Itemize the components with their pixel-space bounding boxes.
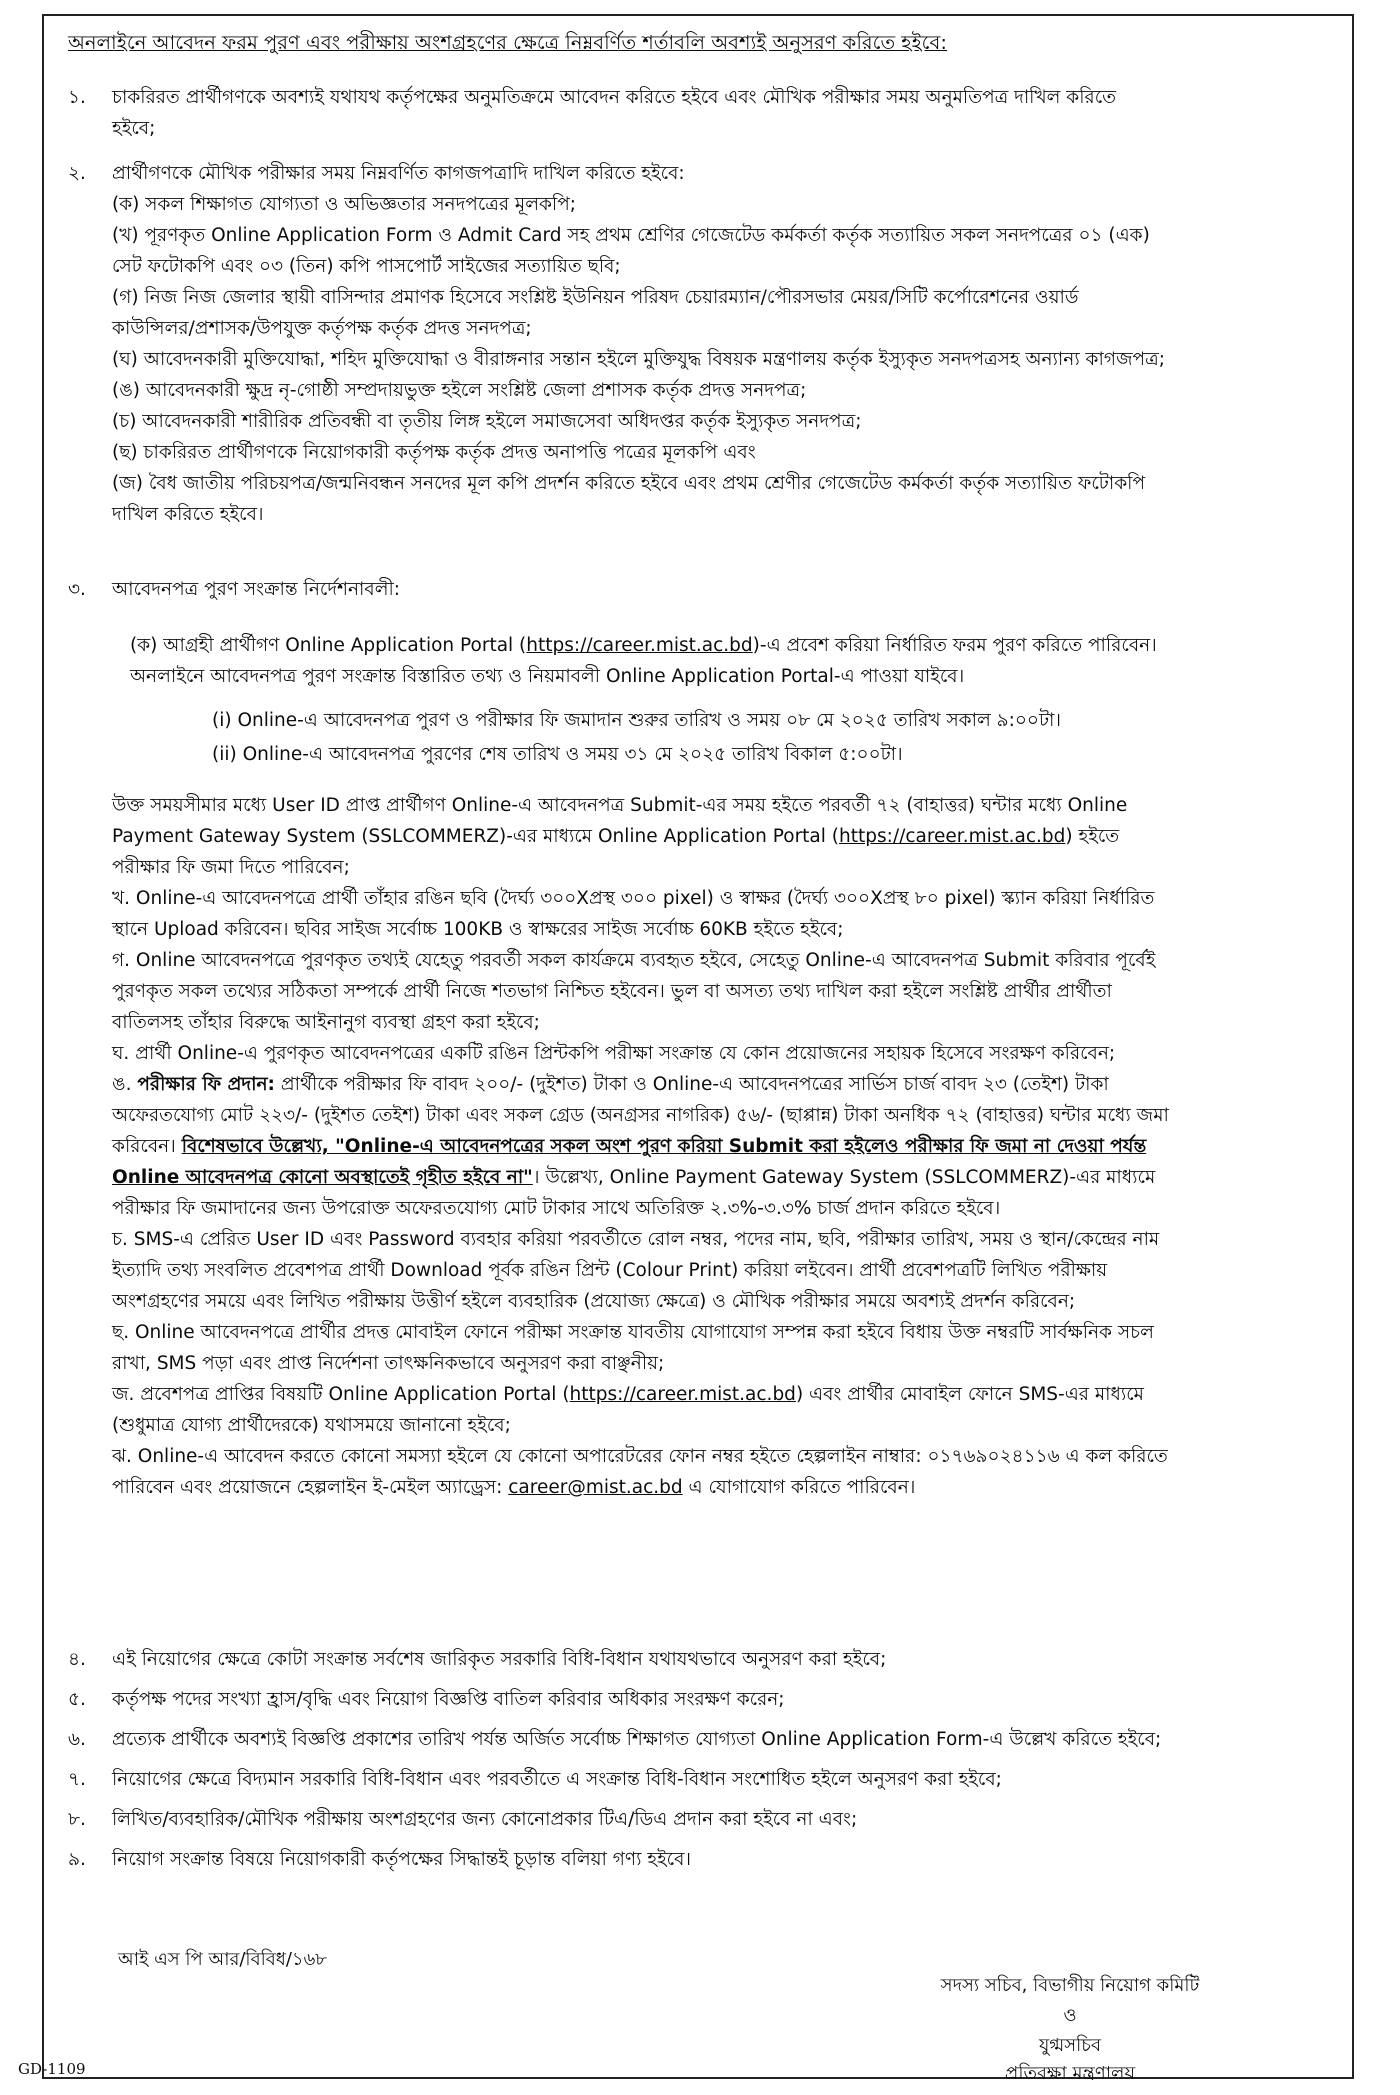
item-text: প্রার্থীগণকে মৌখিক পরীক্ষার সময় নিম্নবর্ণিত কাগজপত্রাদি দাখিল করিতে হইবে: [112, 163, 685, 184]
item-text: লিখিত/ব্যবহারিক/মৌখিক পরীক্ষায় অংশগ্রহণের জন্য কোনোপ্রকার টিএ/ডিএ প্রদান করা হইবে না এবং; [112, 1809, 858, 1830]
date-list [212, 704, 1372, 772]
item-text: ঝ. Online-এ আবেদন করতে কোনো সমস্যা হইলে যে কোনো অপারেটরের ফোন নম্বর হইতে হেল্পলাইন নাম্বার: ০১৭৬৯০২৪১১৬ এ কল করিতে [112, 1446, 1168, 1467]
item-text: চাকরিরত প্রার্থীগণকে অবশ্যই যথাযথ কর্তৃপক্ষের অনুমতিক্রমে আবেদন করিতে হইবে এবং মৌখিক পরীক্ষার সময় অনুমতিপত্র দাখিল করিতে [112, 87, 1117, 108]
item-text: অফেরতযোগ্য মোট ২২৩/- (দুইশত তেইশ) টাকা এবং সকল গ্রেড (অনগ্রসর নাগরিক) ৫৬/- (ছাপ্পান্ন) টাকা অনধিক ৭২ (বাহাত্তর) ঘন্টার মধ্যে জমা [112, 1105, 1169, 1126]
item-text [112, 1131, 1146, 1162]
item-text: নিয়োগ সংক্রান্ত বিষয়ে নিয়োগকারী কর্তৃপক্ষের সিদ্ধান্তই চূড়ান্ত বলিয়া গণ্য হইবে। [112, 1849, 692, 1870]
item-text: পরীক্ষার ফি জমাদানের জন্য উপরোক্ত অফেরতযোগ্য মোট টাকার সাথে অতিরিক্ত ২.৩%-৩.৩% চার্জ প্রদান করিতে হইবে। [112, 1198, 1001, 1219]
signature-line-4: প্রতিরক্ষা মন্ত্রণালয় [1004, 2063, 1136, 2084]
item-text: (গ) নিজ নিজ জেলার স্থায়ী বাসিন্দার প্রমাণক হিসেবে সংশ্লিষ্ট ইউনিয়ন পরিষদ চেয়ারম্যান/পৌরসভার মেয়র/সিটি কর্পোরেশনের ওয়ার্ড [112, 287, 1079, 308]
text-run: ) এবং প্রার্থীর মোবাইল ফোনে SMS-এর মাধ্যমে [795, 1384, 1144, 1405]
helpline-email-link[interactable]: career@mist.ac.bd [508, 1477, 683, 1498]
text-run: করিবেন। [112, 1136, 182, 1157]
item-number: ৩. [68, 579, 86, 600]
item-text: পরীক্ষার ফি জমা দিতে পারিবেন; [112, 857, 350, 878]
item-text: গ. Online আবেদনপত্রে পুরণকৃত তথ্যই যেহেতু পরবর্তী সকল কার্যক্রমে ব্যবহৃত হইবে, সেহেতু Online-এ আবেদনপত্র Submit করিবার পূর্বেই [112, 950, 1156, 971]
item-text: কাউন্সিলর/প্রশাসক/উপযুক্ত কর্তৃপক্ষ কর্তৃক প্রদত্ত সনদপত্র; [112, 318, 532, 339]
item-text: দাখিল করিতে হইবে। [112, 504, 264, 525]
item-number: ১. [68, 87, 86, 108]
text-run: জ. প্রবেশপত্র প্রাপ্তির বিষয়টি Online Application Portal ( [112, 1384, 570, 1405]
item-text: কর্তৃপক্ষ পদের সংখ্যা হ্রাস/বৃদ্ধি এবং নিয়োগ বিজ্ঞপ্তি বাতিল করিবার অধিকার সংরক্ষণ করেন; [112, 1689, 785, 1710]
item-number: ৭. [68, 1769, 86, 1790]
section-title: আবেদনপত্র পুরণ সংক্রান্ত নির্দেশনাবলী: [112, 579, 400, 600]
end-date-text: (ii) Online-এ আবেদনপত্র পুরণের শেষ তারিখ ও সময় ৩১ মে ২০২৫ তারিখ বিকাল ৫:০০টা। [212, 744, 903, 765]
text-run: Online আবেদনপত্র কোনো অবস্থাতেই গৃহীত হইবে না" [112, 1167, 533, 1188]
signature-line-3: যুগ্মসচিব [1038, 2035, 1102, 2056]
text-run: )-এ প্রবেশ করিয়া নির্ধারিত ফরম পুরণ করিতে পারিবেন। [752, 635, 1157, 656]
item-text: এই নিয়োগের ক্ষেত্রে কোটা সংক্রান্ত সর্বশেষ জারিকৃত সরকারি বিধি-বিধান যথাযথভাবে অনুসরণ করা হইবে; [112, 1649, 887, 1670]
item-text: পুরণকৃত সকল তথ্যের সঠিকতা সম্পর্কে প্রার্থী নিজে শতভাগ নিশ্চিত হইবেন। ভুল বা অসত্য তথ্য দাখিল করা হইলে সংশ্লিষ্ট প্রার্থীর প্রার্থীতা [112, 981, 1112, 1002]
text-run: পারিবেন এবং প্রয়োজনে হেল্পলাইন ই-মেইল অ্যাড্রেস: [112, 1477, 509, 1498]
portal-link[interactable]: https://career.mist.ac.bd [839, 826, 1066, 847]
item-text: খ. Online-এ আবেদনপত্রে প্রার্থী তাঁহার রঙিন ছবি (দৈর্ঘ্য ৩০০Xপ্রস্থ ৩০০ pixel) ও স্বাক্ষর (দৈর্ঘ্য ৩০০Xপ্রস্থ ৮০ pixel) স্ক্যান করিয়া নির্ধারিত [112, 888, 1155, 909]
text-run: (ক) আগ্রহী প্রার্থীগণ Online Application Portal ( [130, 635, 527, 656]
item-text: হইবে; [112, 118, 156, 139]
item-text: (ঘ) আবেদনকারী মুক্তিযোদ্ধা, শহিদ মুক্তিযোদ্ধা ও বীরাঙ্গনার সন্তান হইলে মুক্তিযুদ্ধ বিষয়ক মন্ত্রণালয় কর্তৃক ইস্যুকৃত সনদপত্রসহ অন্যান্য কাগজপত্র; [112, 349, 1165, 370]
item-text: ইত্যাদি তথ্য সংবলিত প্রবেশপত্র প্রার্থী Download পূর্বক রঙিন প্রিন্ট (Colour Print) করিয়া লইবেন। প্রার্থী প্রবেশপত্রটি লিখিত পরীক্ষায় [112, 1260, 1108, 1281]
text-run: ঙ. [112, 1074, 138, 1095]
item-number: ৮. [68, 1809, 86, 1830]
document-code: GD-1109 [18, 2060, 86, 2078]
portal-link[interactable]: https://career.mist.ac.bd [569, 1384, 796, 1405]
text-run: প্রার্থীকে পরীক্ষার ফি বাবদ ২০০/- (দুইশত) টাকা ও Online-এ আবেদনপত্রের সার্ভিস চার্জ বাবদ ২৩ (তেইশ) টাকা [274, 1074, 1109, 1095]
signature-line-1: সদস্য সচিব, বিভাগীয় নিয়োগ কমিটি [940, 1975, 1200, 1996]
item-text: সেট ফটোকপি এবং ০৩ (তিন) কপি পাসপোর্ট সাইজের সত্যায়িত ছবি; [112, 256, 621, 277]
item-text: নিয়োগের ক্ষেত্রে বিদ্যমান সরকারি বিধি-বিধান এবং পরবর্তীতে এ সংক্রান্ত বিধি-বিধান সংশোধিত হইলে অনুসরণ করা হইবে; [112, 1769, 1002, 1790]
portal-link[interactable]: https://career.mist.ac.bd [526, 635, 753, 656]
item-number: ৪. [68, 1649, 86, 1670]
item-text [130, 630, 1157, 661]
memo-reference: আই এস পি আর/বিবিধ/১৬৮ [118, 1949, 327, 1970]
item-text: প্রত্যেক প্রার্থীকে অবশ্যই বিজ্ঞপ্তি প্রকাশের তারিখ পর্যন্ত অর্জিত সর্বোচ্চ শিক্ষাগত যোগ্যতা Online Application Form-এ উল্লেখ করিতে হইবে; [112, 1729, 1162, 1750]
start-date-text: (i) Online-এ আবেদনপত্র পুরণ ও পরীক্ষার ফি জমাদান শুরুর তারিখ ও সময় ০৮ মে ২০২৫ তারিখ সকাল ৯:০০টা। [212, 710, 1062, 731]
item-text: রাখা, SMS পড়া এবং প্রাপ্ত নির্দেশনা তাৎক্ষনিকভাবে অনুসরণ করা বাঞ্ছনীয়; [112, 1353, 665, 1374]
item-text: ঘ. প্রার্থী Online-এ পুরণকৃত আবেদনপত্রের একটি রঙিন প্রিন্টকপি পরীক্ষা সংক্রান্ত যে কোন প্রয়োজনের সহায়ক হিসেবে সংরক্ষণ করিবেন; [112, 1043, 1116, 1064]
item-text: স্থানে Upload করিবেন। ছবির সাইজ সর্বোচ্চ 100KB ও স্বাক্ষরের সাইজ সর্বোচ্চ 60KB হইতে হইবে; [112, 919, 844, 940]
item-text: বাতিলসহ তাঁহার বিরুদ্ধে আইনানুগ ব্যবস্থা গ্রহণ করা হইবে; [112, 1012, 540, 1033]
text-run: ) হইতে [1065, 826, 1120, 847]
item-text: ছ. Online আবেদনপত্রে প্রার্থীর প্রদত্ত মোবাইল ফোনে পরীক্ষা সংক্রান্ত যাবতীয় যোগাযোগ সম্পন্ন করা হইবে বিধায় উক্ত নম্বরটি সার্বক্ষনিক সচল [112, 1322, 1154, 1343]
item-text: অংশগ্রহণের সময়ে এবং লিখিত পরীক্ষায় উত্তীর্ণ হইলে ব্যবহারিক (প্রযোজ্য ক্ষেত্রে) ও মৌখিক পরীক্ষার সময়ে অবশ্যই প্রদর্শন করিবেন; [112, 1291, 1076, 1312]
item-text: (খ) পূরণকৃত Online Application Form ও Admit Card সহ প্রথম শ্রেণির গেজেটেড কর্মকর্তা কর্তৃক সত্যায়িত সকল সনদপত্রের ০১ (এক) [112, 225, 1150, 246]
item-number: ৫. [68, 1689, 86, 1710]
item-text: (শুধুমাত্র যোগ্য প্রার্থীদেরকে) যথাসময়ে জানানো হইবে; [112, 1415, 511, 1436]
item-text [112, 1472, 915, 1503]
text-run: । উল্লেখ্য, Online Payment Gateway System (SSLCOMMERZ)-এর মাধ্যমে [532, 1167, 1156, 1188]
item-text: চ. SMS-এ প্রেরিত User ID এবং Password ব্যবহার করিয়া পরবর্তীতে রোল নম্বর, পদের নাম, ছবি, পরীক্ষার তারিখ, সময় ও স্থান/কেন্দ্রের নাম [112, 1229, 1160, 1250]
item-text [112, 1379, 1144, 1410]
text-run: পরীক্ষার ফি প্রদান: [137, 1074, 275, 1095]
item-number: ২. [68, 163, 86, 184]
item-number: ৯. [68, 1849, 86, 1870]
item-text [112, 1069, 1109, 1100]
text-run: Payment Gateway System (SSLCOMMERZ)-এর মাধ্যমে Online Application Portal ( [112, 826, 840, 847]
signature-line-2: ও [1063, 2005, 1077, 2026]
item-text: (ক) সকল শিক্ষাগত যোগ্যতা ও অভিজ্ঞতার সনদপত্রের মূলকপি; [112, 194, 577, 215]
item-number: ৬. [68, 1729, 86, 1750]
item-text: উক্ত সময়সীমার মধ্যে User ID প্রাপ্ত প্রার্থীগণ Online-এ আবেদনপত্র Submit-এর সময় হইতে পরবর্তী ৭২ (বাহাত্তর) ঘন্টার মধ্যে Online [112, 795, 1128, 816]
item-text: (চ) আবেদনকারী শারীরিক প্রতিবন্ধী বা তৃতীয় লিঙ্গ হইলে সমাজসেবা অধিদপ্তর কর্তৃক ইস্যুকৃত সনদপত্র; [112, 411, 862, 432]
item-text: (ছ) চাকরিরত প্রার্থীগণকে নিয়োগকারী কর্তৃপক্ষ কর্তৃক প্রদত্ত অনাপত্তি পত্রের মূলকপি এবং [112, 442, 756, 463]
item-text [112, 1162, 1155, 1193]
item-text: (ঙ) আবেদনকারী ক্ষুদ্র নৃ-গোষ্ঠী সম্প্রদায়ভুক্ত হইলে সংশ্লিষ্ট জেলা প্রশাসক কর্তৃক প্রদত্ত সনদপত্র; [112, 380, 807, 401]
text-run: এ যোগাযোগ করিতে পারিবেন। [682, 1477, 916, 1498]
text-run: বিশেষভাবে উল্লেখ্য, "Online-এ আবেদনপত্রের সকল অংশ পুরণ করিয়া Submit করা হইলেও পরীক্ষার ফি জমা না দেওয়া পর্যন্ত [181, 1136, 1147, 1157]
item-text: অনলাইনে আবেদনপত্র পুরণ সংক্রান্ত বিস্তারিত তথ্য ও নিয়মাবলী Online Application Portal-এ পাওয়া যাইবে। [130, 666, 965, 687]
item-text [112, 821, 1119, 852]
item-text: (জ) বৈধ জাতীয় পরিচয়পত্র/জন্মনিবন্ধন সনদের মূল কপি প্রদর্শন করিতে হইবে এবং প্রথম শ্রেণীর গেজেটেড কর্মকর্তা কর্তৃক সত্যায়িত ফটোকপি [112, 473, 1146, 494]
page-heading: অনলাইনে আবেদন ফরম পুরণ এবং পরীক্ষায় অংশগ্রহণের ক্ষেত্রে নিম্নবর্ণিত শর্তাবলি অবশ্যই অনুসরণ করিতে হইবে: [68, 31, 947, 54]
